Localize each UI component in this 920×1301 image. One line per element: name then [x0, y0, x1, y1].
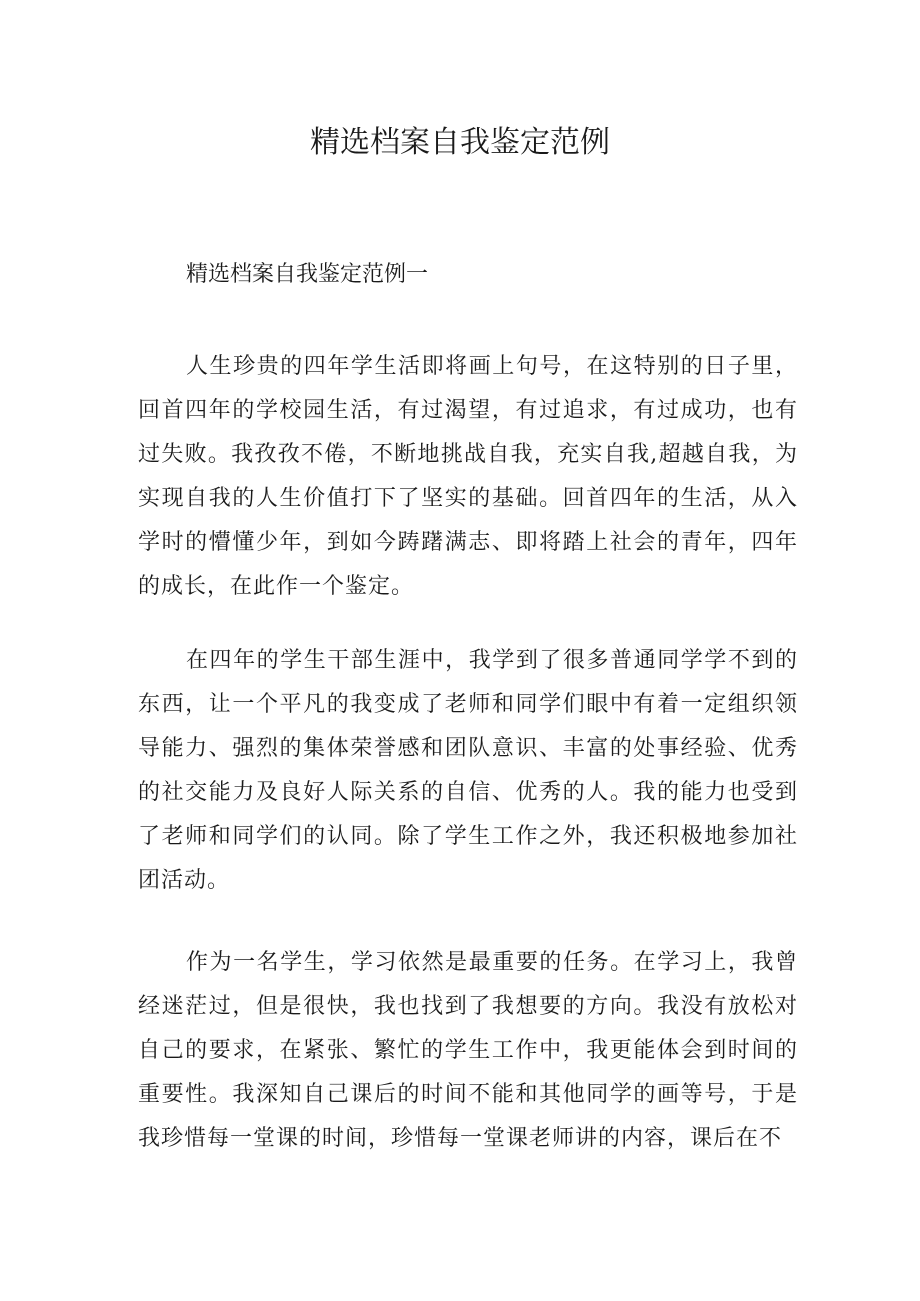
document-title: 精选档案自我鉴定范例	[310, 125, 610, 160]
paragraph-2: 在四年的学生干部生涯中，我学到了很多普通同学学不到的东西，让一个平凡的我变成了老师和同学们眼中有着一定组织领导能力、强烈的集体荣誉感和团队意识、丰富的处事经验、优秀的社交能力及良好人际关系的自信、优秀的人。我的能力也受到了老师和同学们的认同。除了学生工作之外，我还积极地参加社团活动。	[138, 648, 798, 893]
paragraph-3: 作为一名学生，学习依然是最重要的任务。在学习上，我曾经迷茫过，但是很快，我也找到了我想要的方向。我没有放松对自己的要求，在紧张、繁忙的学生工作中，我更能体会到时间的重要性。我深知自己课后的时间不能和其他同学的画等号，于是我珍惜每一堂课的时间，珍惜每一堂课老师讲的内容，课后在不	[138, 950, 798, 1151]
paragraph-1: 人生珍贵的四年学生活即将画上句号，在这特别的日子里，回首四年的学校园生活，有过渴望，有过追求，有过成功，也有过失败。我孜孜不倦，不断地挑战自我，充实自我,超越自我，为实现自我的人生价值打下了坚实的基础。回首四年的生活，从入学时的懵懂少年，到如今踌躇满志、即将踏上社会的青年，四年的成长，在此作一个鉴定。	[138, 354, 798, 599]
section-subtitle: 精选档案自我鉴定范例一	[186, 262, 429, 287]
